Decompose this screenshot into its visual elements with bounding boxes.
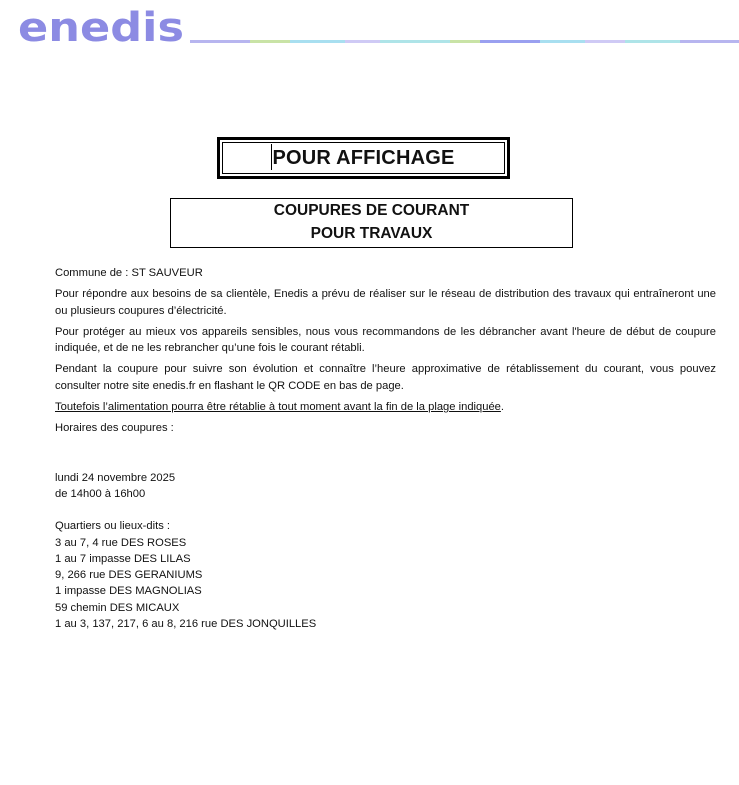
pour-affichage-box (217, 137, 510, 179)
paragraph-4: Toutefois l’alimentation pourra être rétablie à tout moment avant la fin de la plage indiquée. (55, 401, 505, 414)
paragraph-3: Pendant la coupure pour suivre son évolution et connaître l’heure approximative de rétablissement du courant, vous pouvez consulter notre site enedis.fr en flashant le QR CODE en bas de page. (55, 363, 716, 392)
street-item: 9, 266 rue DES GERANIUMS (55, 569, 203, 582)
notice-title-box (170, 198, 573, 248)
quartiers-label: Quartiers ou lieux-dits : (55, 520, 171, 533)
street-item: 1 au 7 impasse DES LILAS (55, 552, 191, 565)
underlined-notice: Toutefois l’alimentation pourra être rétablie à tout moment avant la fin de la plage indiquée (55, 401, 501, 414)
street-item: 3 au 7, 4 rue DES ROSES (55, 536, 187, 549)
street-item: 59 chemin DES MICAUX (55, 601, 180, 614)
commune-line: Commune de : ST SAUVEUR (55, 267, 203, 279)
street-item: 1 impasse DES MAGNOLIAS (55, 585, 202, 598)
street-item: 1 au 3, 137, 217, 6 au 8, 216 rue DES JONQUILLES (55, 618, 317, 631)
paragraph-2: Pour protéger au mieux vos appareils sensibles, nous vous recommandons de les débrancher avant l'heure de début de coupure indiquée, et de ne les rebrancher qu’une fois le courant rétabli. (55, 325, 716, 355)
paragraph-1: Pour répondre aux besoins de sa clientèle, Enedis a prévu de réaliser sur le réseau de distribution des travaux qui entraîneront une ou plusieurs coupures d’électricité. (55, 288, 716, 317)
text-cursor (271, 144, 272, 170)
notice-title-line2: POUR TRAVAUX (310, 225, 433, 242)
notice-content (55, 265, 716, 632)
pour-affichage-label: POUR AFFICHAGE (272, 146, 455, 169)
svg-text:enedis: enedis (18, 8, 184, 46)
header-rule (190, 40, 739, 43)
enedis-logo (18, 8, 186, 46)
horaires-label: Horaires des coupures : (55, 422, 174, 435)
outage-time: de 14h00 à 16h00 (55, 487, 146, 500)
outage-date: lundi 24 novembre 2025 (55, 471, 176, 484)
notice-title-line1: COUPURES DE COURANT (273, 202, 470, 219)
